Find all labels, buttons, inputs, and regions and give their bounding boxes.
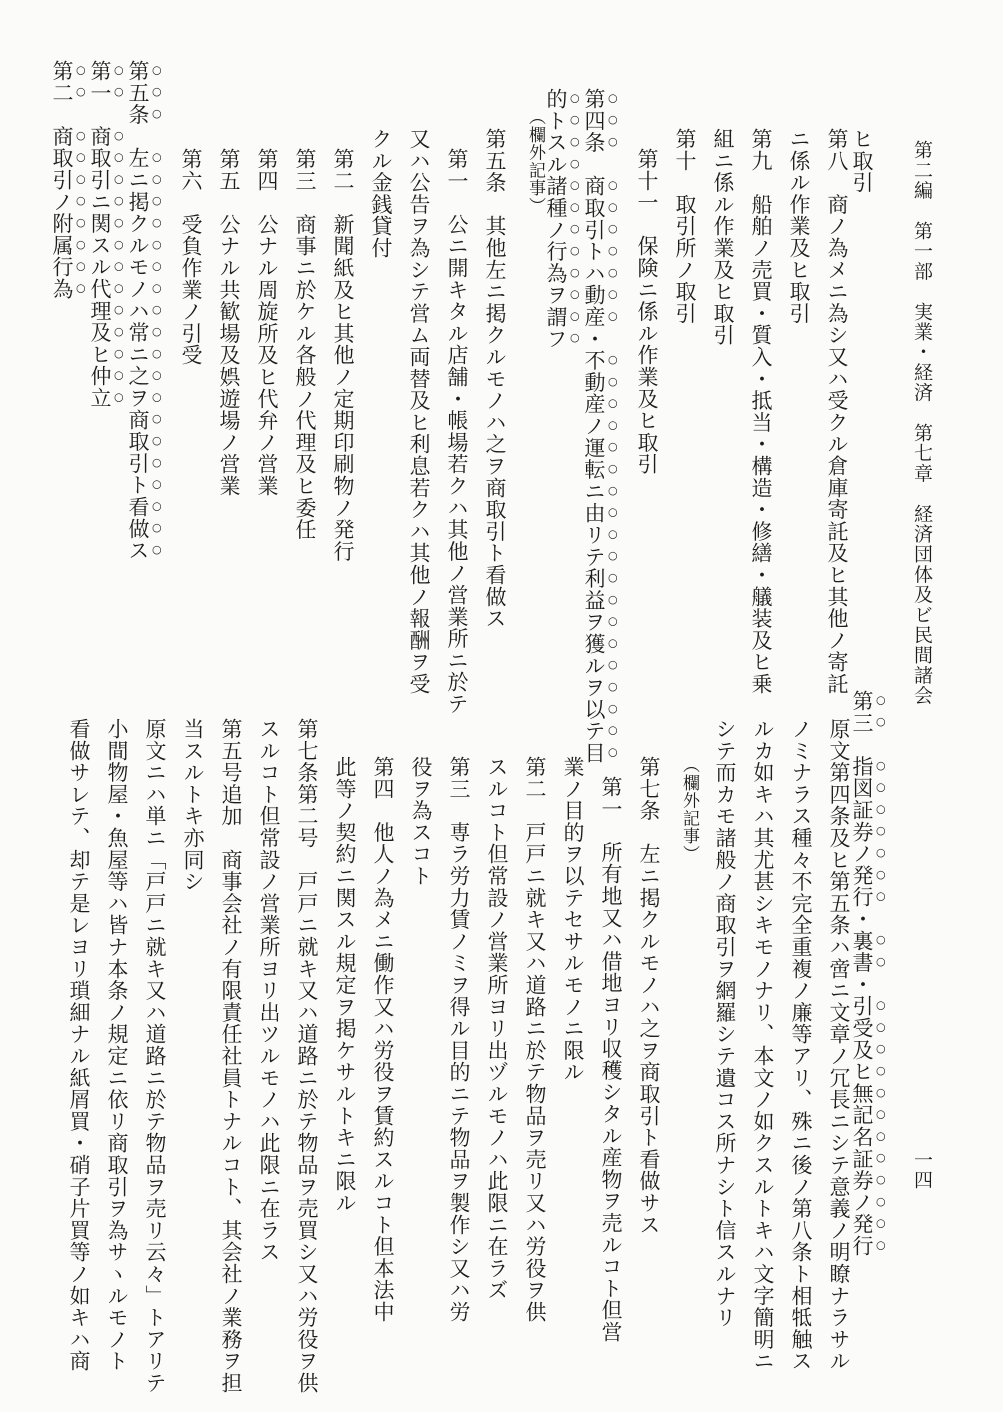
text-line: 第二 商取引ノ附属行為 [50,60,74,300]
text-line: 第十一 保険ニ係ル作業及ヒ取引 [635,148,659,475]
text-line: 的トスル諸種ノ行為ヲ謂フ [544,88,568,350]
text-line: 第三 商事ニ於ケル各般ノ代理及ヒ委任 [293,148,317,541]
text-line: ヒ取引 [850,128,874,194]
text-line: 業ノ目的ヲ以テセサルモノニ限ル [561,756,585,1083]
text-line: 第八 商ノ為メニ為シ又ハ受クル倉庫寄託及ヒ其他ノ寄託 [825,128,849,695]
text-line: 第二 新聞紙及ヒ其他ノ定期印刷物ノ発行 [331,148,355,563]
running-header: 第二編 第一部 実業・経済 第七章 経済団体及ビ民間諸会 [911,140,933,706]
text-line: シテ而カモ諸般ノ商取引ヲ網羅シテ遺コス所ナシト信スルナリ [713,718,737,1329]
text-line: 第一 公ニ開キタル店舗・帳場若クハ其他ノ営業所ニ於テ [445,148,469,715]
text-line: 第七条第二号 戸戸ニ就キ又ハ道路ニ於テ物品ヲ売買シ又ハ労役ヲ供 [295,718,319,1394]
margin-note-label: （欄外記事） [679,756,699,863]
page-number: 一四 [911,1150,933,1190]
text-line: 第一 商取引ニ関スル代理及ヒ仲立 [88,60,112,409]
text-line: 原文ニハ単ニ「戸戸ニ就キ又ハ道路ニ於テ物品ヲ売リ云々」トアリテ [143,718,167,1394]
text-line: スルコト但常設ノ営業所ヨリ出ツルモノハ此限ニ在ラス [257,718,281,1263]
text-line: 第五条 左ニ掲クルモノハ常ニ之ヲ商取引ト看做ス [126,60,150,562]
text-line: 第五条 其他左ニ掲クルモノハ之ヲ商取引ト看做ス [483,128,507,630]
text-line: 第十 取引所ノ取引 [673,128,697,325]
text-line: 第四条 商取引トハ動産・不動産ノ運転ニ由リテ利益ヲ獲ルヲ以テ目 [582,88,606,764]
text-line: 第二 戸戸ニ就キ又ハ道路ニ於テ物品ヲ売リ又ハ労役ヲ供 [523,756,547,1323]
text-line: 第四 公ナル周旋所及ヒ代弁ノ営業 [255,148,279,497]
text-line: ノミナラス種々不完全重複ノ廉等アリ、殊ニ後ノ第八条ト相牴触ス [789,718,813,1372]
text-line: 組ニ係ル作業及ヒ取引 [711,128,735,346]
text-line: 第六 受負作業ノ引受 [179,148,203,366]
text-line: 此等ノ契約ニ関スル規定ヲ掲ケサルトキニ限ル [333,756,357,1214]
text-line: 看做サレテ、却テ是レヨリ瑣細ナル紙屑買・硝子片買等ノ如キハ商 [67,718,91,1372]
text-line: ニ係ル作業及ヒ取引 [787,128,811,325]
text-line: 第五号追加 商事会社ノ有限責任社員トナルコト、其会社ノ業務ヲ担 [219,718,243,1394]
text-line: 第四 他人ノ為メニ働作又ハ労役ヲ賃約スルコト但本法中 [371,756,395,1323]
text-line: 第三 指図証券ノ発行・裏書・引受及ヒ無記名証券ノ発行 [850,690,874,1257]
text-line: 第三 専ラ労力賃ノミヲ得ル目的ニテ物品ヲ製作シ又ハ労 [447,756,471,1323]
text-line: 役ヲ為スコト [409,756,433,887]
text-line: 小間物屋・魚屋等ハ皆ナ本条ノ規定ニ依リ商取引ヲ為サヽルモノト [105,718,129,1372]
text-line: 第五 公ナル共歓場及娯遊場ノ営業 [217,148,241,497]
text-line: スルコト但常設ノ営業所ヨリ出ヅルモノハ此限ニ在ラズ [485,756,509,1301]
text-line: クル金銭貸付 [369,128,393,259]
text-line: 当スルトキ亦同シ [181,718,205,893]
text-line: 又ハ公告ヲ為シテ営ム両替及ヒ利息若クハ其他ノ報酬ヲ受 [407,128,431,695]
text-line: 原文第四条及ヒ第五条ハ啻ニ文章ノ冗長ニシテ意義ノ明瞭ナラサル [827,718,851,1372]
text-line: 第一 所有地又ハ借地ヨリ収穫シタル産物ヲ売ルコト但営 [599,776,623,1343]
text-line: 第七条 左ニ掲クルモノハ之ヲ商取引ト看做サス [637,756,661,1236]
margin-note-label: （欄外記事） [525,108,545,215]
text-line: ルカ如キハ其尤甚シキモノナリ、本文ノ如クスルトキハ文字簡明ニ [751,718,775,1372]
text-line: 第九 船舶ノ売買・質入・抵当・構造・修繕・艤装及ヒ乗 [749,128,773,695]
